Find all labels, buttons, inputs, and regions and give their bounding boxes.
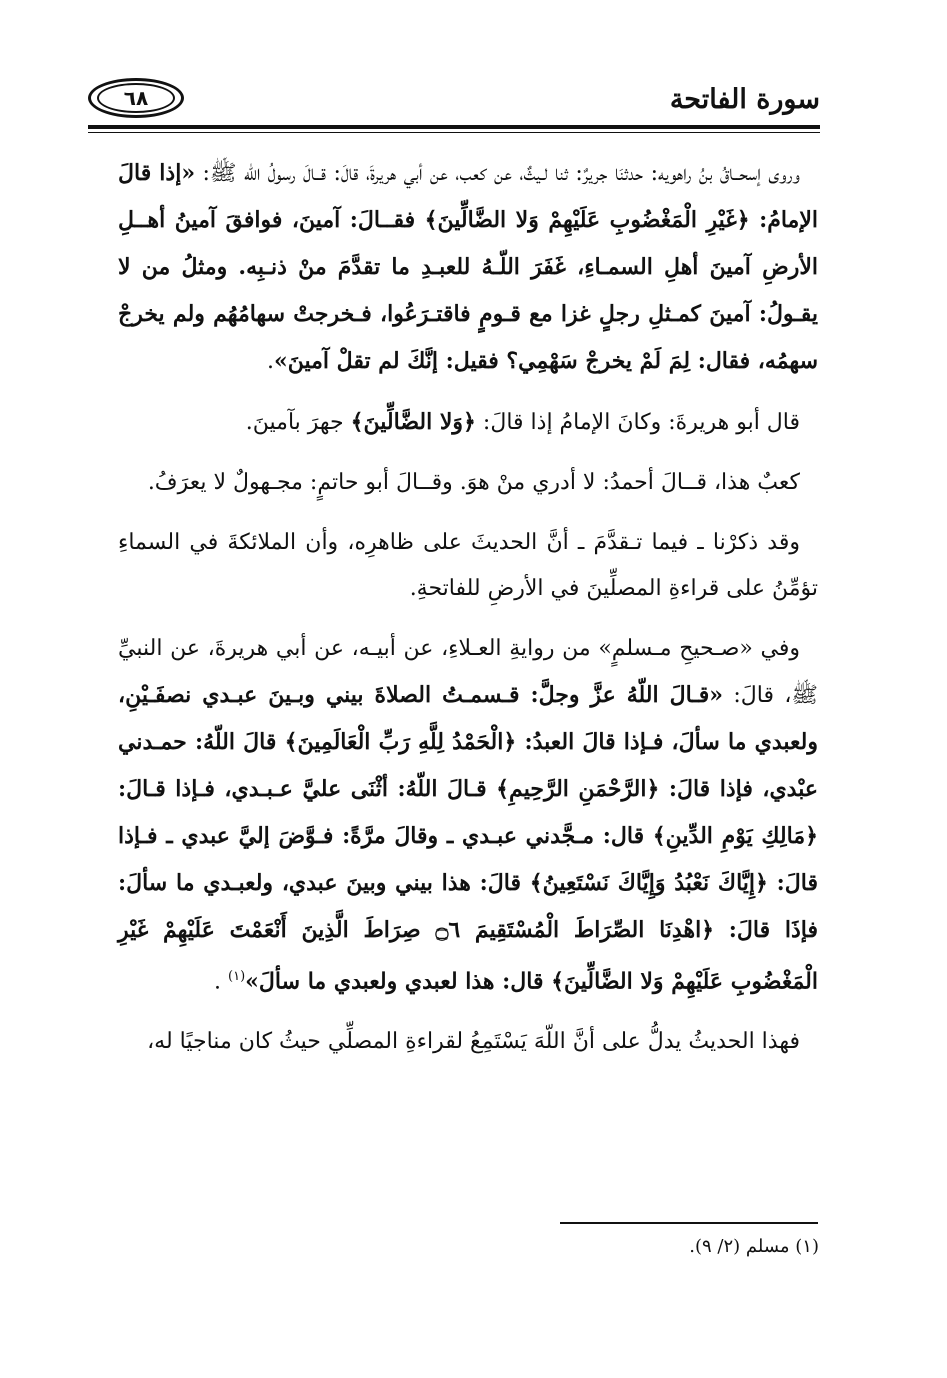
hadith-quote: «إذا قالَ الإمامُ: ﴿غَيْرِ الْمَغْضُوبِ عَلَيْهِمْ وَلا الضَّالِّينَ﴾ فقــالَ: آمينَ، فوافقَ آمينُ أهــلِ الأرضِ آمينَ أهلِ السمـاءِ، غَفَرَ اللّـهُ للعبـدِ ما تقدَّمَ منْ ذنـبِه. ومثلُ من لا يقـولُ: آمينَ كمـثلِ رجلٍ غزا مع قـومٍ فاقتـرَعُوا، فـخرجتْ سهامُهُم ولم يخرجْ سهمُه، فقال: لِمَ لَمْ يخرجْ سَهْمِي؟ فقيل: إنَّكَ لم تقلْ آمينَ» — [118, 160, 818, 374]
surah-title: سورة الفاتحة — [669, 84, 820, 115]
header-rule-thick — [88, 125, 820, 129]
footnote-rule — [560, 1222, 818, 1224]
paragraph-5: وفي «صـحيحِ مـسلمٍ» من روايةِ العـلاءِ، عن أبيـه، عن أبي هريرةَ، عن النبيِّ ﷺ، قالَ: «قـالَ اللّهُ عزَّ وجلَّ: قـسمـتُ الصلاةَ بيني وبـينَ عبـدي نصفَـيْنِ، ولعبدي ما سألَ، فـإذا قالَ العبدُ: ﴿الْحَمْدُ لِلَّهِ رَبِّ الْعَالَمِينَ﴾ قالَ اللّهُ: حمـدني عبْدي، فإذا قالَ: ﴿الرَّحْمَنِ الرَّحِيمِ﴾ قـالَ اللّهُ: أثْنَى عليَّ عـبـدي، فـإذا قـالَ: ﴿مَالِكِ يَوْمِ الدِّينِ﴾ قال: مـجَّدني عبـدي ـ وقالَ مرَّةً: فـوَّضَ إليَّ عبدي ـ فـإذا قالَ: ﴿إِيَّاكَ نَعْبُدُ وَإِيَّاكَ نَسْتَعِينُ﴾ قالَ: هذا بيني وبينَ عبدي، ولعبـدي ما سألَ: فإذَا قالَ: ﴿اهْدِنَا الصِّرَاطَ الْمُسْتَقِيمَ ۝٦ صِرَاطَ الَّذِينَ أَنْعَمْتَ عَلَيْهِمْ غَيْرِ الْمَغْضُوبِ عَلَيْهِمْ وَلا الضَّالِّينَ﴾ قال: هذا لعبدي ولعبدي ما سألَ»$^{(١)}$ . — [118, 636, 819, 995]
hadith-quote: «قـالَ اللّهُ عزَّ وجلَّ: قـسمـتُ الصلاةَ بيني وبـينَ عبـدي نصفَـيْنِ، ولعبدي ما سألَ، فـإذا قالَ العبدُ: ﴿الْحَمْدُ لِلَّهِ رَبِّ الْعَالَمِينَ﴾ قالَ اللّهُ: حمـدني عبْدي، فإذا قالَ: ﴿الرَّحْمَنِ الرَّحِيمِ﴾ قـالَ اللّهُ: أثْنَى عليَّ عـبـدي، فـإذا قـالَ: ﴿مَالِكِ يَوْمِ الدِّينِ﴾ قال: مـجَّدني عبـدي ـ وقالَ مرَّةً: فـوَّضَ إليَّ عبدي ـ فـإذا قالَ: ﴿إِيَّاكَ نَعْبُدُ وَإِيَّاكَ نَسْتَعِينُ﴾ قالَ: هذا بيني وبينَ عبدي، ولعبـدي ما سألَ: فإذَا قالَ: ﴿اهْدِنَا الصِّرَاطَ الْمُسْتَقِيمَ ۝٦ صِرَاطَ الَّذِينَ أَنْعَمْتَ عَلَيْهِمْ غَيْرِ الْمَغْضُوبِ عَلَيْهِمْ وَلا الضَّالِّينَ﴾ قال: هذا لعبدي ولعبدي ما سألَ» — [118, 682, 819, 995]
paragraph-2: قال أبو هريرةَ: وكانَ الإمامُ إذا قالَ: ﴿وَلا الضَّالِّينَ﴾ جهرَ بآمينَ. — [245, 409, 800, 435]
footnote: (١) مسلم (٢/ ٩). — [689, 1236, 819, 1257]
paragraph-1: وروى إسحــاقُ بنُ راهويه: حدثنَا جريرٌ: ثنا لـيثٌ، عن كعب، عن أبي هريرةَ، قالَ: قــالَ رسولُ اللّه ﷺ: «إذا قالَ الإمامُ: ﴿غَيْرِ الْمَغْضُوبِ عَلَيْهِمْ وَلا الضَّالِّينَ﴾ فقــالَ: آمينَ، فوافقَ آمينُ أهــلِ الأرضِ آمينَ أهلِ السمـاءِ، غَفَرَ اللّـهُ للعبـدِ ما تقدَّمَ منْ ذنـبِه. ومثلُ من لا يقـولُ: آمينَ كمـثلِ رجلٍ غزا مع قـومٍ فاقتـرَعُوا، فـخرجتْ سهامُهُم ولم يخرجْ سهمُه، فقال: لِمَ لَمْ يخرجْ سَهْمِي؟ فقيل: إنَّكَ لم تقلْ آمينَ». — [118, 160, 818, 374]
quran-quote: ﴿وَلا الضَّالِّينَ﴾ — [350, 409, 476, 435]
header-rule-thin — [88, 132, 820, 133]
main-text — [118, 150, 818, 1079]
paragraph-4: وقد ذكرْنا ـ فيما تـقدَّمَ ـ أنَّ الحديثَ على ظاهرِه، وأن الملائكةَ في السماءِ تؤمِّنُ على قراءةِ المصلِّينَ في الأرضِ للفاتحةِ. — [118, 530, 818, 601]
page-number-badge — [88, 78, 184, 118]
page-number: ٦٨ — [97, 83, 175, 113]
paragraph-6: فهذا الحديثُ يدلُّ على أنَّ اللّهَ يَسْتَمِعُ لقراءةِ المصلِّي حيثُ كان مناجيًا له، — [147, 1029, 800, 1055]
page-header — [88, 78, 820, 122]
footnote-marker[interactable]: (١) — [228, 969, 246, 984]
paragraph-3: كعبٌ هذا، قــالَ أحمدُ: لا أدري منْ هوَ. وقــالَ أبو حاتمٍ: مجـهولٌ لا يعرَفُ. — [147, 470, 800, 495]
